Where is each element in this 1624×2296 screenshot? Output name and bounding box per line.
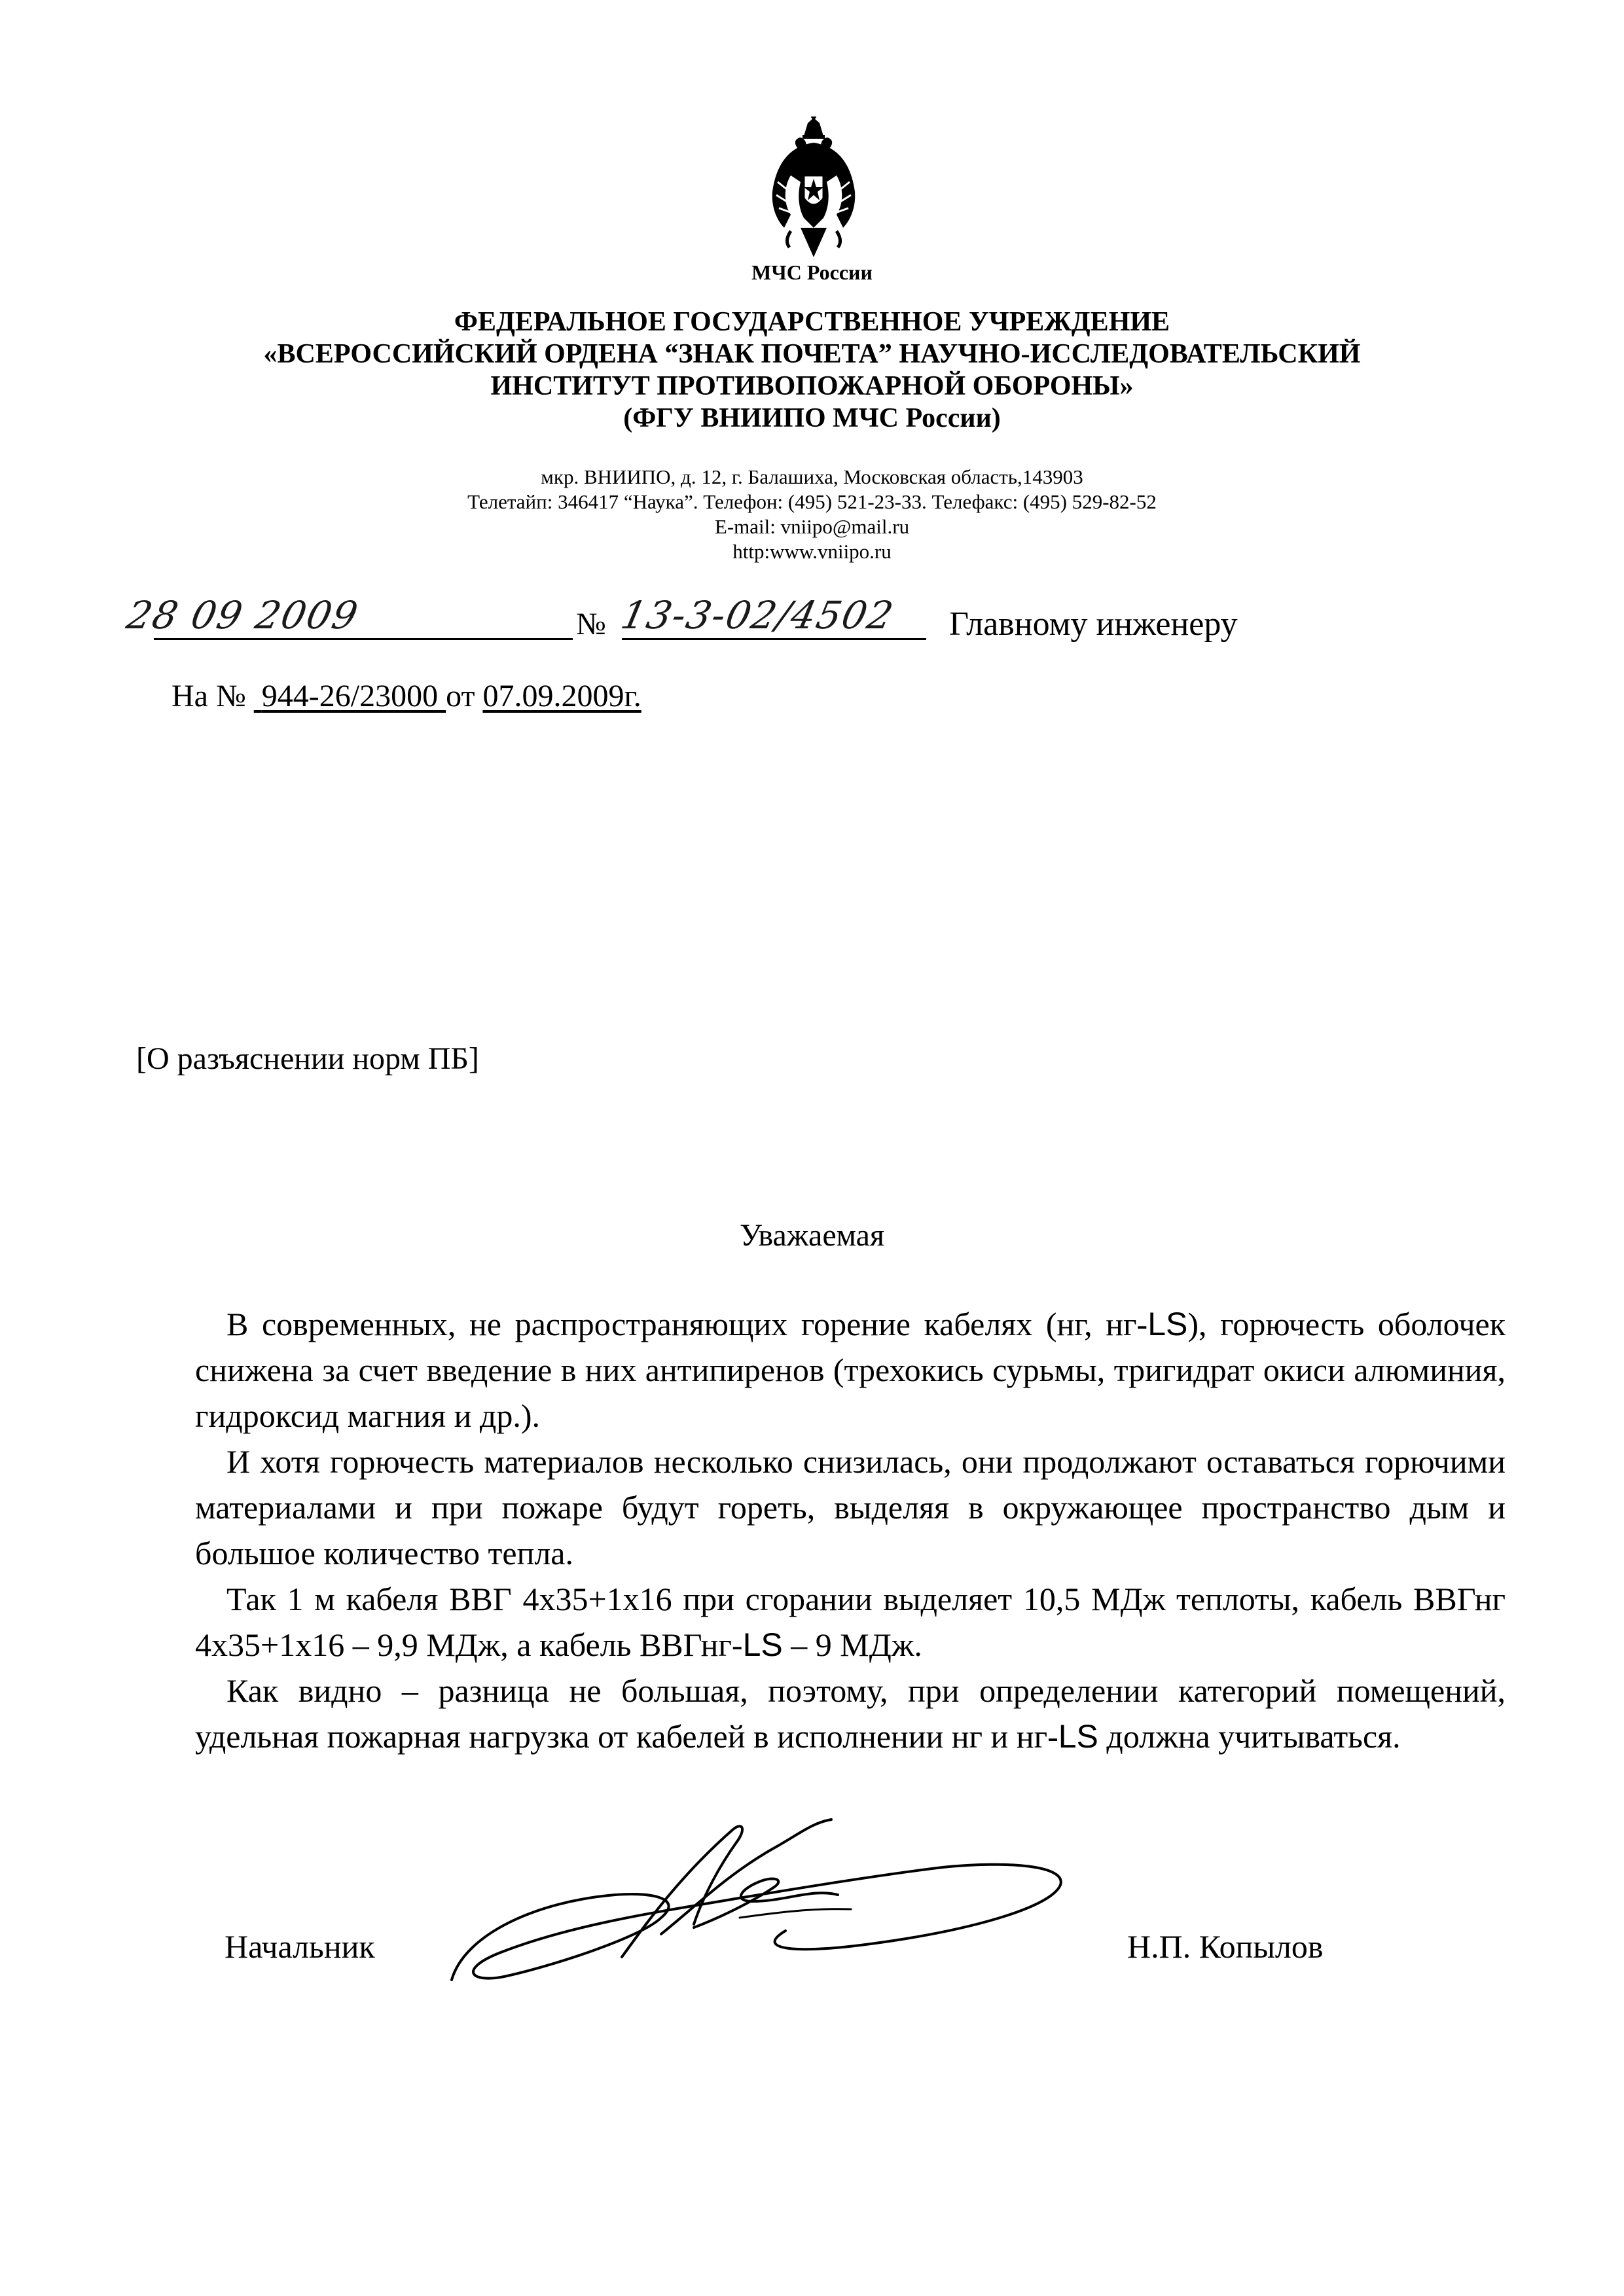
agency-name: МЧС России [751,260,873,284]
org-line: «ВСЕРОССИЙСКИЙ ОРДЕНА “ЗНАК ПОЧЕТА” НАУЧНО-ИССЛЕДОВАТЕЛЬСКИЙ [263,339,1361,369]
letter-body [195,1301,1506,1759]
org-line: ИНСТИТУТ ПРОТИВОПОЖАРНОЙ ОБОРОНЫ» [490,371,1134,401]
phone-line: Телетайп: 346417 “Наука”. Телефон: (495) 521-23-33. Телефакс: (495) 529-82-52 [467,490,1157,513]
org-line: (ФГУ ВНИИПО МЧС России) [623,403,1001,433]
outgoing-number: 13-3-02/4502 [617,593,899,637]
body-paragraph: Как видно – разница не большая, поэтому, при определении категорий помещений, удельная пожарная нагрузка от кабелей в исполнении нг и нг-LS должна учитываться. [195,1672,1506,1755]
email-line: E-mail: vniipo@mail.ru [714,515,910,538]
from-label: от [446,679,475,713]
number-underline [622,638,926,640]
incoming-number: 944-26/23000 [261,679,439,713]
addressee: Главному инженеру [949,605,1238,643]
outgoing-date: 28 09 2009 [122,593,363,637]
incoming-date: 07.09.2009г. [482,679,641,713]
org-line: ФЕДЕРАЛЬНОЕ ГОСУДАРСТВЕННОЕ УЧРЕЖДЕНИЕ [454,307,1170,337]
organization-name [131,306,1493,435]
letter-subject: [О разъяснении норм ПБ] [136,1041,479,1076]
contact-info [131,465,1493,564]
signatory-name: Н.П. Копылов [1127,1928,1324,1965]
outgoing-reference [115,593,1238,645]
incoming-reference [171,678,641,714]
body-paragraph: И хотя горючесть материалов несколько снизилась, они продолжают оставаться горючими материалами и при пожаре будут гореть, выделяя в окружающее пространство дым и большое количество тепла. [195,1443,1506,1571]
address-line: мкр. ВНИИПО, д. 12, г. Балашиха, Московская область,143903 [541,465,1083,488]
number-label: № [576,607,606,641]
body-paragraph: Так 1 м кабеля ВВГ 4х35+1х16 при сгорании выделяет 10,5 МДж теплоты, кабель ВВГнг 4х35+1х16 – 9,9 МДж, а кабель ВВГнг-LS – 9 МДж. [195,1581,1506,1663]
emchs-emblem-icon [765,117,863,260]
greeting: Уважаемая [739,1218,885,1253]
incoming-label: На № [171,679,246,713]
body-paragraph: В современных, не распространяющих горение кабелях (нг, нг-LS), горючесть оболочек снижена за счет введение в них антипиренов (трехокись сурьмы, тригидрат окиси алюминия, гидроксид магния и др.). [195,1306,1506,1434]
website-line: http:www.vniipo.ru [732,540,892,563]
signatory-title: Начальник [225,1928,375,1965]
date-underline [154,638,573,640]
handwritten-signature-icon [445,1803,1074,2013]
